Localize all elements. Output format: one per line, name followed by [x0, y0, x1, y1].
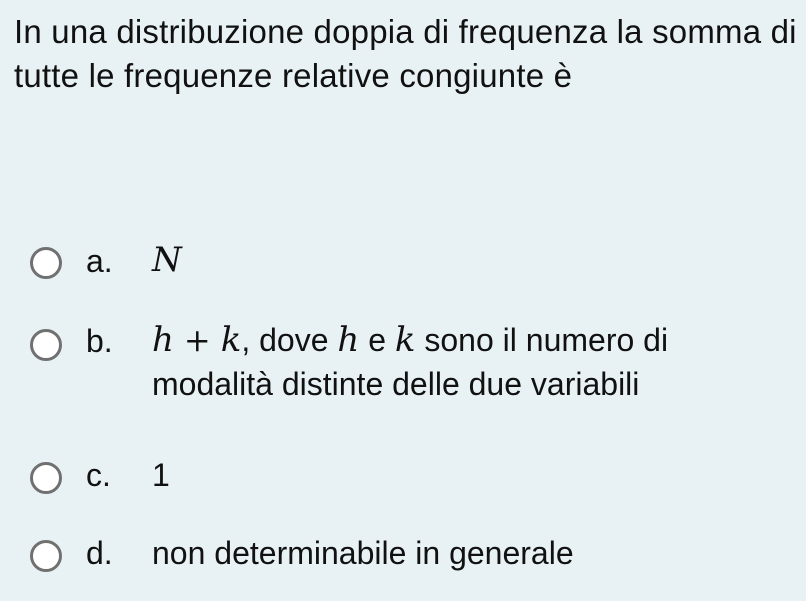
option-a-label: [152, 238, 792, 282]
option-b-var-h: h: [152, 320, 174, 360]
option-c-letter: c.: [86, 457, 111, 493]
option-b-text-3: sono il numero di modalità distinte delle due variabili: [152, 322, 669, 402]
option-b-label: [152, 318, 792, 406]
option-b-var-k: k: [220, 320, 242, 360]
option-b-var-k2: k: [394, 320, 416, 360]
option-d-letter: d.: [86, 535, 113, 571]
option-c-radio[interactable]: [30, 462, 62, 494]
option-c-label: 1: [152, 457, 170, 493]
option-a-math: N: [152, 240, 182, 280]
option-d-radio[interactable]: [30, 540, 62, 572]
option-d-label: non determinabile in generale: [152, 535, 574, 571]
question-text: In una distribuzione doppia di frequenza la somma di tutte le frequenze relative congiunte è: [14, 13, 797, 94]
option-b-text-1: , dove: [241, 322, 338, 358]
option-b-text-2: e: [359, 322, 395, 358]
option-b-letter: b.: [86, 323, 113, 359]
option-a-radio[interactable]: [30, 247, 62, 279]
option-b-plus: +: [183, 321, 211, 359]
option-b-var-h2: h: [337, 320, 360, 360]
option-b-radio[interactable]: [30, 329, 62, 361]
option-a-letter: a.: [86, 243, 113, 279]
